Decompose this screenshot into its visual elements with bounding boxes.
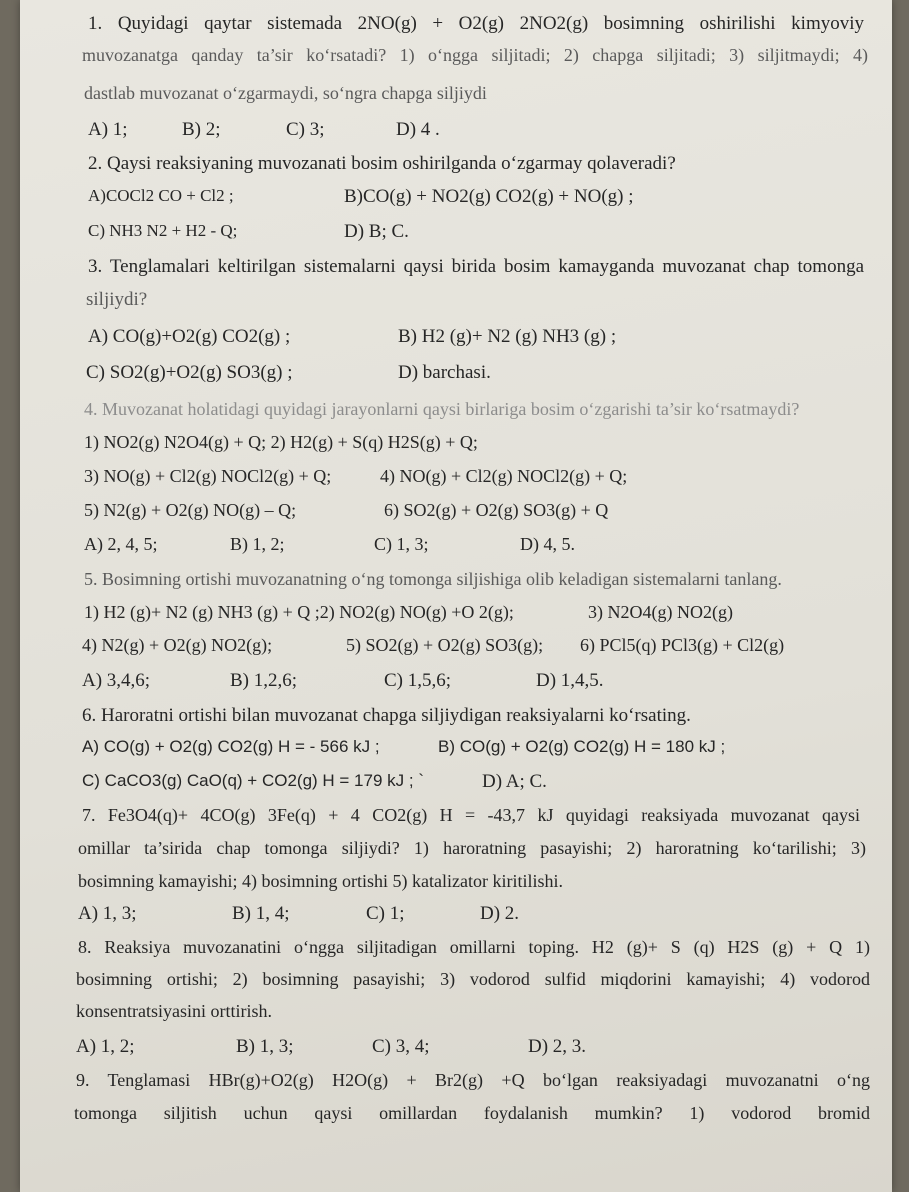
q4-reaction-4: 4) NO(g) + Cl2(g) NOCl2(g) + Q; [380,466,628,486]
q4-option-a: A) 2, 4, 5; [84,534,158,554]
q5-option-b: B) 1,2,6; [230,670,298,691]
q2-option-a: A)COCl2 CO + Cl2 ; [88,186,234,205]
q7-line2: omillar ta’sirida chap tomonga siljiydi? 1) haroratning pasayishi; 2) haroratning ko‘tarilishi; 3) [78,838,866,858]
q5-option-a: A) 3,4,6; [82,670,151,691]
q3-option-c: C) SO2(g)+O2(g) SO3(g) ; [86,362,293,383]
q9-line1: 9. Tenglamasi HBr(g)+O2(g) H2O(g) + Br2(g) +Q bo‘lgan reaksiyadagi muvozanatni o‘ng [76,1070,870,1090]
q1-line2: muvozanatga qanday ta’sir ko‘rsatadi? 1) o‘ngga siljitadi; 2) chapga siljitadi; 3) siljitmaydi; 4) [82,45,868,65]
q7-line3: bosimning kamayishi; 4) bosimning ortishi 5) katalizator kiritilishi. [78,871,563,891]
q6-line1: 6. Haroratni ortishi bilan muvozanat chapga siljiydigan reaksiyalarni ko‘rsating. [82,705,691,726]
q8-line1: 8. Reaksiya muvozanatini o‘ngga siljitadigan omillarni toping. H2 (g)+ S (q) H2S (g) + Q 1) [78,937,870,957]
q3-option-d: D) barchasi. [398,362,491,383]
q6-option-c: C) CaCO3(g) CaO(q) + CO2(g) H = 179 kJ ; ` [82,771,424,790]
q1-line3: dastlab muvozanat o‘zgarmaydi, so‘ngra chapga siljiydi [84,83,487,103]
q3-line2: siljiydi? [86,289,148,310]
q5-option-d: D) 1,4,5. [536,670,604,691]
q8-option-a: A) 1, 2; [76,1036,135,1057]
q8-line2: bosimning ortishi; 2) bosimning pasayishi; 3) vodorod sulfid miqdorini kamayishi; 4) vodorod [76,969,870,989]
q2-line1: 2. Qaysi reaksiyaning muvozanati bosim oshirilganda o‘zgarmay qolaveradi? [88,153,676,174]
worksheet-page [20,0,892,1192]
q7-option-d: D) 2. [480,903,520,924]
q5-reaction-6: 6) PCl5(q) PCl3(g) + Cl2(g) [580,635,785,655]
q1-option-c: C) 3; [286,119,325,140]
q6-option-a: A) CO(g) + O2(g) CO2(g) H = - 566 kJ ; [82,737,380,756]
q7-line1: 7. Fe3O4(q)+ 4CO(g) 3Fe(q) + 4 CO2(g) H = -43,7 kJ quyidagi reaksiyada muvozanat qaysi [82,805,860,825]
q1-option-b: B) 2; [182,119,221,140]
q3-option-b: B) H2 (g)+ N2 (g) NH3 (g) ; [398,326,617,347]
q6-option-d: D) A; C. [482,771,547,792]
q7-option-b: B) 1, 4; [232,903,290,924]
q1-option-d: D) 4 . [396,119,440,140]
q4-reaction-5: 5) N2(g) + O2(g) NO(g) – Q; [84,500,297,520]
q4-reaction-1-2: 1) NO2(g) N2O4(g) + Q; 2) H2(g) + S(q) H2S(g) + Q; [84,432,478,452]
q5-reaction-4: 4) N2(g) + O2(g) NO2(g); [82,635,273,655]
q1-option-a: A) 1; [88,119,128,140]
q5-line1: 5. Bosimning ortishi muvozanatning o‘ng tomonga siljishiga olib keladigan sistemalarni tanlang. [84,569,782,589]
q3-option-a: A) CO(g)+O2(g) CO2(g) ; [88,326,291,347]
q8-option-b: B) 1, 3; [236,1036,294,1057]
q2-option-b: B)CO(g) + NO2(g) CO2(g) + NO(g) ; [344,186,634,207]
q4-option-d: D) 4, 5. [520,534,575,554]
q4-option-c: C) 1, 3; [374,534,429,554]
q5-reaction-3: 3) N2O4(g) NO2(g) [588,602,733,622]
q2-option-c: C) NH3 N2 + H2 - Q; [88,221,238,240]
q5-reaction-1-2: 1) H2 (g)+ N2 (g) NH3 (g) + Q ;2) NO2(g) NO(g) +O 2(g); [84,602,514,622]
q4-reaction-3: 3) NO(g) + Cl2(g) NOCl2(g) + Q; [84,466,332,486]
q4-line1: 4. Muvozanat holatidagi quyidagi jarayonlarni qaysi birlariga bosim o‘zgarishi ta’sir ko‘rsatmaydi? [84,399,800,419]
q1-line1: 1. Quyidagi qaytar sistemada 2NO(g) + O2(g) 2NO2(g) bosimning oshirilishi kimyoviy [88,13,864,34]
q7-option-a: A) 1, 3; [78,903,137,924]
q8-option-d: D) 2, 3. [528,1036,587,1057]
q6-option-b: B) CO(g) + O2(g) CO2(g) H = 180 kJ ; [438,737,726,756]
q7-option-c: C) 1; [366,903,405,924]
q2-option-d: D) B; C. [344,221,409,242]
q8-line3: konsentratsiyasini orttirish. [76,1001,272,1021]
q4-option-b: B) 1, 2; [230,534,285,554]
q8-option-c: C) 3, 4; [372,1036,430,1057]
q4-reaction-6: 6) SO2(g) + O2(g) SO3(g) + Q [384,500,609,520]
q5-reaction-5: 5) SO2(g) + O2(g) SO3(g); [346,635,544,655]
q5-option-c: C) 1,5,6; [384,670,452,691]
q9-line2: tomonga siljitish uchun qaysi omillardan foydalanish mumkin? 1) vodorod bromid [74,1103,870,1123]
q3-line1: 3. Tenglamalari keltirilgan sistemalarni qaysi birida bosim kamayganda muvozanat chap tomonga [88,256,864,277]
